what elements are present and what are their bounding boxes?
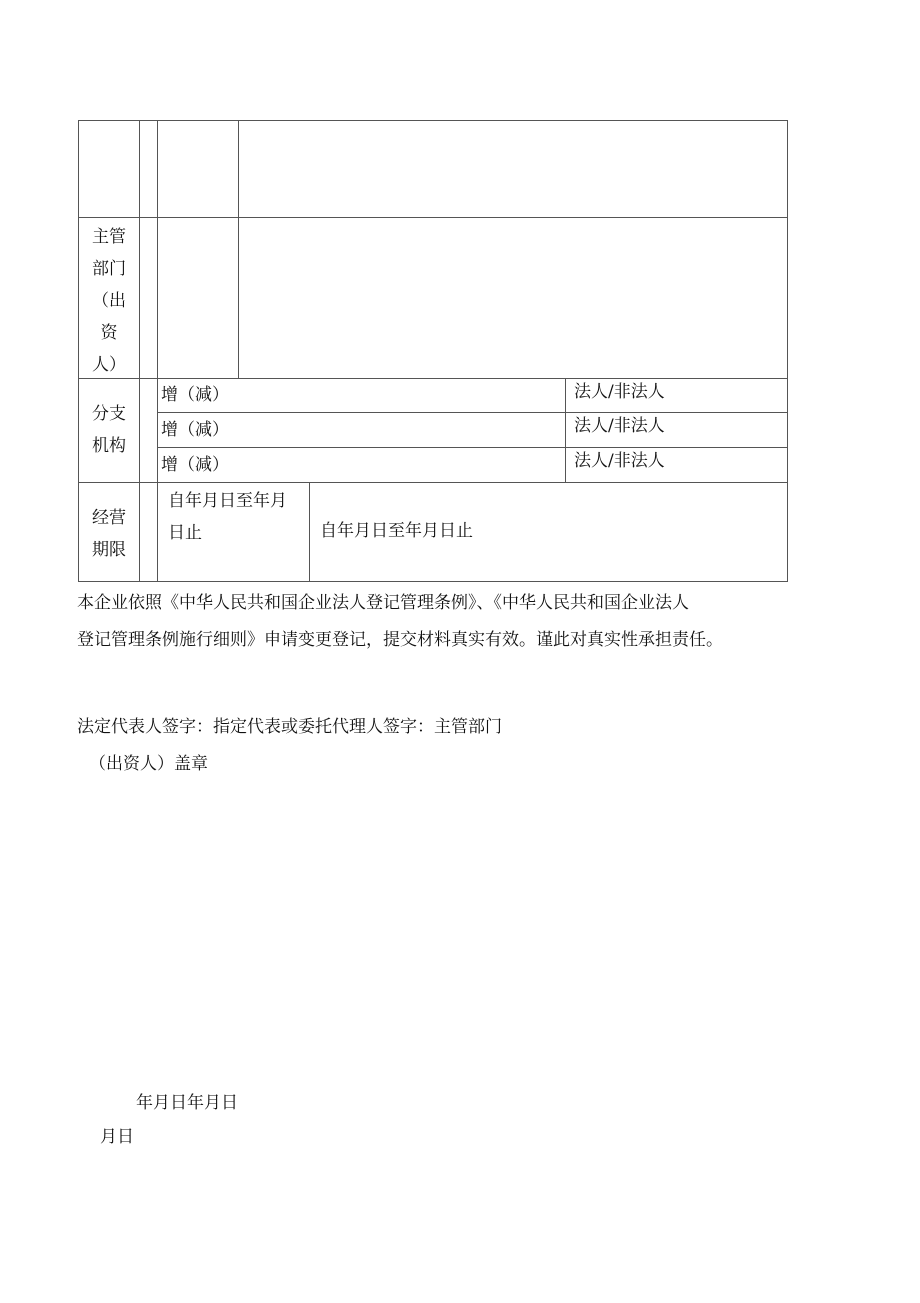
branch-type-field: 法人/非法人 (574, 382, 665, 402)
column-divider (565, 378, 566, 483)
branch-type-field: 法人/非法人 (574, 416, 665, 436)
signature-section (77, 709, 817, 783)
branch-change-field: 增（减） (161, 385, 229, 405)
signature-line: 法定代表人签字：指定代表或委托代理人签字：主管部门 (77, 717, 502, 737)
row-divider (78, 217, 788, 218)
date-line: 月日 (100, 1127, 134, 1147)
term-label-line: 期限 (92, 540, 126, 560)
row-divider (78, 378, 788, 379)
declaration-text (77, 585, 817, 659)
column-divider (139, 120, 140, 582)
signature-line: （出资人）盖章 (89, 754, 208, 774)
branch-change-field: 增（减） (161, 420, 229, 440)
date-line: 年月日年月日 (136, 1093, 238, 1113)
declaration-line: 本企业依照《中华人民共和国企业法人登记管理条例》、《中华人民共和国企业法人 (77, 593, 689, 613)
table-border-right (787, 120, 788, 582)
branch-label (80, 398, 138, 462)
table-border-top (78, 120, 788, 121)
branch-type-field: 法人/非法人 (574, 451, 665, 471)
supervisor-label-line: （出 (92, 291, 126, 311)
supervisor-label-line: 部门 (92, 259, 126, 279)
supervisor-label-line: 资 (100, 323, 118, 343)
branch-change-field: 增（减） (161, 455, 229, 475)
branch-divider (158, 447, 788, 448)
term-label (80, 502, 138, 566)
branch-label-line: 分支 (92, 404, 126, 424)
column-divider (238, 120, 239, 379)
supervisor-label-line: 主管 (92, 227, 126, 247)
table-border-left (78, 120, 79, 582)
column-divider (157, 120, 158, 582)
table-border-bottom (78, 581, 788, 582)
branch-divider (158, 412, 788, 413)
branch-label-line: 机构 (92, 436, 126, 456)
row-divider (78, 482, 788, 483)
column-divider (309, 482, 310, 582)
term-label-line: 经营 (92, 508, 126, 528)
term-right-value: 自年月日至年月日止 (320, 521, 473, 541)
declaration-line: 登记管理条例施行细则》申请变更登记，提交材料真实有效。谨此对真实性承担责任。 (77, 630, 723, 650)
supervisor-label-line: 人） (92, 355, 126, 375)
supervisor-label (80, 221, 138, 381)
term-left-line: 日止 (168, 523, 202, 543)
term-left-line: 自年月日至年月 (168, 491, 287, 511)
term-left-value (168, 485, 287, 549)
